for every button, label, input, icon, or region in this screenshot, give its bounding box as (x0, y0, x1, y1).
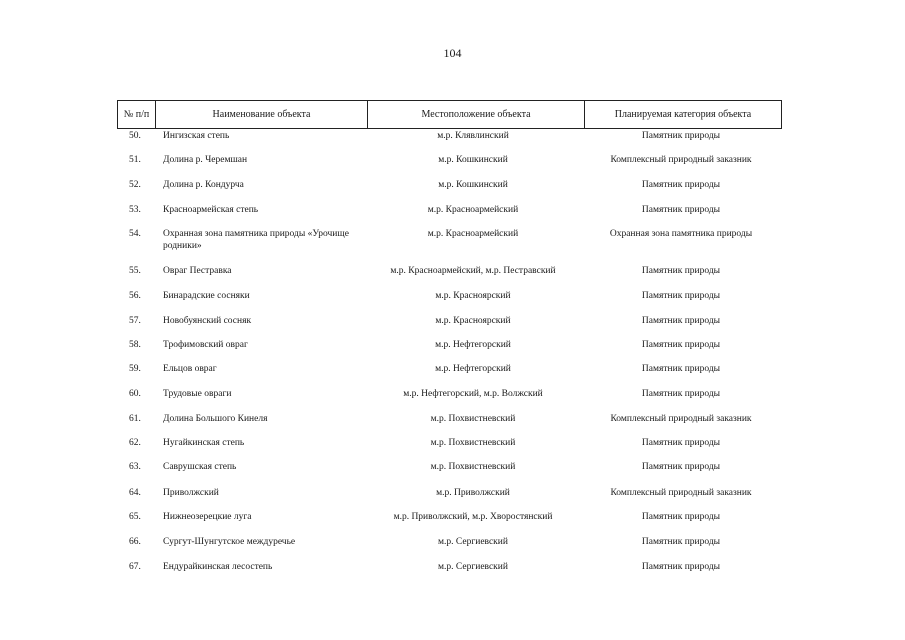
row-category: Памятник природы (641, 438, 721, 448)
row-location: м.р. Красноярский (435, 291, 511, 301)
page-number: 104 (443, 46, 462, 60)
row-name: Приволжский (163, 488, 219, 498)
row-location: м.р. Нефтегорский, м.р. Волжский (403, 389, 543, 399)
row-num: 59. (129, 364, 141, 374)
row-num: 63. (129, 462, 141, 472)
row-name: Саврушская степь (163, 462, 237, 472)
row-category: Памятник природы (641, 180, 721, 190)
row-category: Памятник природы (641, 512, 721, 522)
header-name: Наименование объекта (156, 101, 368, 128)
row-category: Памятник природы (641, 131, 721, 141)
row-category: Памятник природы (641, 316, 721, 326)
row-name: Бинарадские сосняки (163, 291, 250, 301)
row-num: 62. (129, 438, 141, 448)
row-num: 51. (129, 155, 141, 165)
header-num: № п/п (118, 101, 156, 128)
row-location: м.р. Красноармейский (427, 205, 519, 215)
row-num: 50. (129, 131, 141, 141)
row-category: Памятник природы (641, 562, 721, 572)
row-category: Памятник природы (641, 266, 721, 276)
row-name: Ендурайкинская лесостепь (163, 562, 273, 572)
row-num: 52. (129, 180, 141, 190)
row-num: 58. (129, 340, 141, 350)
row-name: Новобуянский сосняк (163, 316, 252, 326)
row-location: м.р. Красноярский (435, 316, 511, 326)
row-num: 57. (129, 316, 141, 326)
row-name: Долина Большого Кинеля (163, 414, 268, 424)
row-name: Красноармейская степь (163, 205, 259, 215)
row-location: м.р. Нефтегорский (435, 364, 511, 374)
row-category: Комплексный природный заказник (610, 488, 752, 498)
row-location: м.р. Красноармейский (427, 229, 519, 239)
row-name: Охранная зона памятника природы «Урочище родники» (163, 229, 349, 251)
row-name: Трофимовский овраг (163, 340, 248, 350)
row-category: Памятник природы (641, 205, 721, 215)
row-num: 55. (129, 266, 141, 276)
row-location: м.р. Сергиевский (438, 562, 508, 572)
row-name: Овраг Пестравка (163, 266, 232, 276)
row-num: 66. (129, 537, 141, 547)
row-category: Памятник природы (641, 389, 721, 399)
row-name: Нижнеозерецкие луга (163, 512, 252, 522)
row-category: Охранная зона памятника природы (609, 229, 753, 239)
row-name: Сургут-Шунгутское междуречье (163, 537, 296, 547)
row-location: м.р. Красноармейский, м.р. Пестравский (390, 266, 556, 276)
row-name: Долина р. Кондурча (163, 180, 244, 190)
row-location: м.р. Кошкинский (438, 180, 508, 190)
row-num: 67. (129, 562, 141, 572)
row-location: м.р. Кошкинский (438, 155, 508, 165)
row-location: м.р. Сергиевский (438, 537, 508, 547)
row-location: м.р. Приволжский, м.р. Хворостянский (393, 512, 553, 522)
row-location: м.р. Нефтегорский (435, 340, 511, 350)
row-location: м.р. Похвистневский (430, 462, 516, 472)
row-name: Трудовые овраги (163, 389, 232, 399)
row-num: 64. (129, 488, 141, 498)
row-name: Долина р. Черемшан (163, 155, 248, 165)
row-category: Памятник природы (641, 462, 721, 472)
row-location: м.р. Приволжский (436, 488, 510, 498)
row-category: Памятник природы (641, 340, 721, 350)
row-num: 60. (129, 389, 141, 399)
row-name: Нугайкинская степь (163, 438, 245, 448)
row-name: Ельцов овраг (163, 364, 217, 374)
row-category: Памятник природы (641, 291, 721, 301)
row-num: 53. (129, 205, 141, 215)
row-location: м.р. Похвистневский (430, 438, 516, 448)
row-num: 56. (129, 291, 141, 301)
header-category: Планируемая категория объекта (614, 108, 752, 120)
row-location: м.р. Похвистневский (430, 414, 516, 424)
row-num: 65. (129, 512, 141, 522)
row-category: Памятник природы (641, 364, 721, 374)
table-header (117, 100, 782, 129)
row-num: 61. (129, 414, 141, 424)
row-category: Комплексный природный заказник (610, 414, 752, 424)
row-category: Комплексный природный заказник (610, 155, 752, 165)
row-num: 54. (129, 229, 141, 239)
row-name: Ингизская степь (163, 131, 230, 141)
row-location: м.р. Клявлинский (437, 131, 509, 141)
row-category: Памятник природы (641, 537, 721, 547)
header-location: Местоположение объекта (368, 101, 585, 128)
